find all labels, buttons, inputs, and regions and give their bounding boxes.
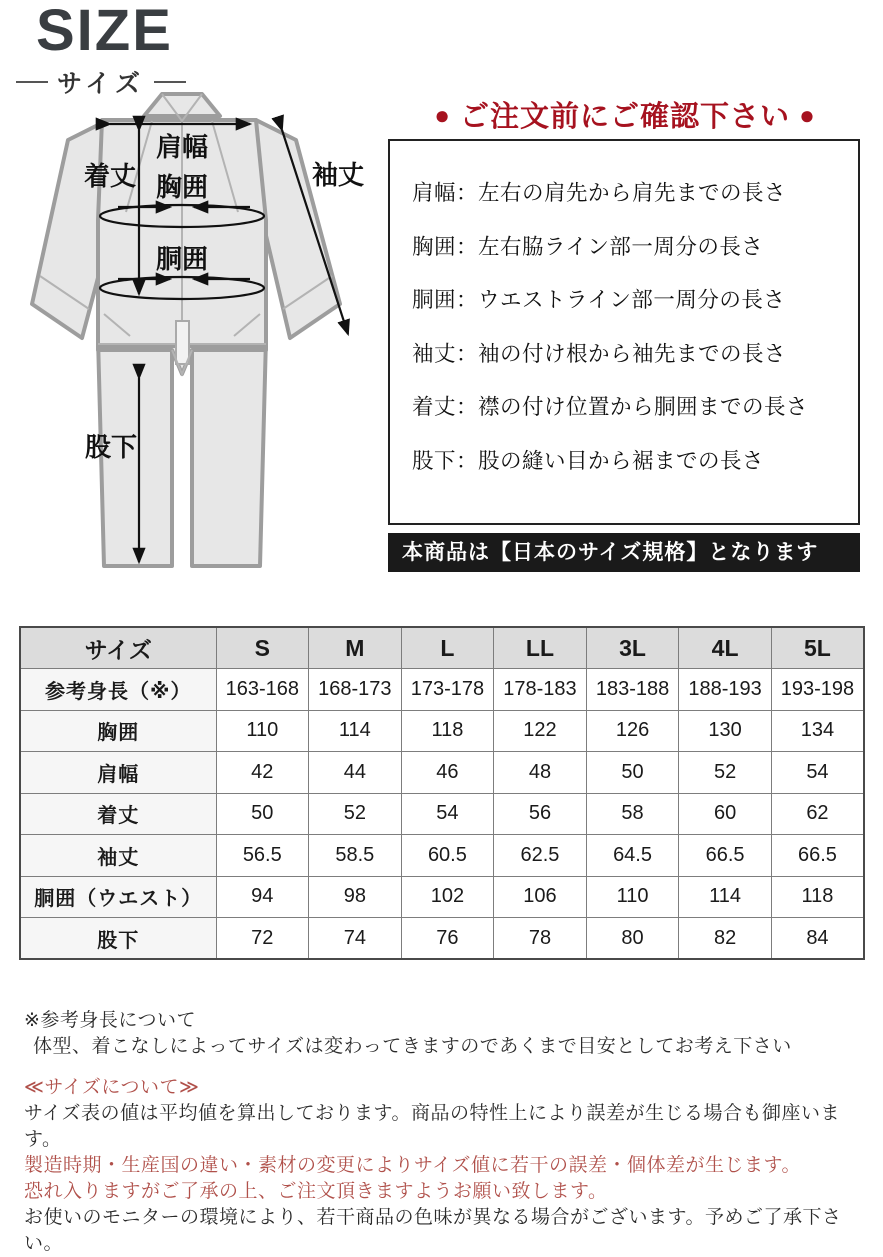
size-table-cell: 134 [771, 710, 864, 752]
size-table-cell: 52 [309, 793, 402, 835]
size-table-cell: 114 [679, 876, 772, 918]
confirm-before-order-text: ご注文前にご確認下さい [459, 101, 790, 133]
japan-size-standard-bar: 本商品は【日本のサイズ規格】となります [388, 533, 860, 572]
size-table-header-row [20, 627, 864, 669]
size-table-cell: 110 [586, 876, 679, 918]
size-table-cell: 110 [216, 710, 309, 752]
size-table-wrap [19, 626, 865, 960]
size-table-cell: 173-178 [401, 669, 494, 711]
size-note-line3: 恐れ入りますがご了承の上、ご注文頂きますようお願い致します。 [24, 1181, 608, 1202]
size-table-cell: 66.5 [679, 835, 772, 877]
size-table-row-label: 肩幅 [20, 752, 216, 794]
size-table-row [20, 752, 864, 794]
size-note-line2: 製造時期・生産国の違い・素材の変更によりサイズ値に若干の誤差・個体差が生じます。 [24, 1155, 801, 1176]
size-table-row-label: 参考身長（※） [20, 669, 216, 711]
size-table-cell: 130 [679, 710, 772, 752]
size-table-row-label: 胸囲 [20, 710, 216, 752]
garment-diagram [14, 88, 376, 588]
size-table-cell: 82 [679, 918, 772, 960]
chest-label: 胸囲 [155, 172, 209, 202]
waist-label: 胴囲 [155, 244, 209, 274]
size-table-cell: 84 [771, 918, 864, 960]
size-table-cell: 183-188 [586, 669, 679, 711]
size-table-cell: 193-198 [771, 669, 864, 711]
body-length-label: 着丈 [83, 161, 137, 191]
size-table-cell: 106 [494, 876, 587, 918]
size-table-cell: 163-168 [216, 669, 309, 711]
size-table [19, 626, 865, 960]
size-table-row-label: 着丈 [20, 793, 216, 835]
confirm-before-order-header [388, 94, 862, 135]
size-table-cell: 188-193 [679, 669, 772, 711]
height-note-title: ※参考身長について [24, 1010, 197, 1031]
size-table-size-header: M [309, 627, 402, 669]
size-table-cell: 50 [586, 752, 679, 794]
dash-decoration [154, 81, 186, 83]
size-table-cell: 58 [586, 793, 679, 835]
definition-inseam: 股下：股の縫い目から裾までの長さ [412, 448, 765, 473]
dash-decoration [16, 81, 48, 83]
definition-waist: 胴囲：ウエストライン部一周分の長さ [412, 288, 786, 312]
size-table-cell: 54 [771, 752, 864, 794]
size-table-size-header: L [401, 627, 494, 669]
size-table-cell: 54 [401, 793, 494, 835]
size-table-cell: 114 [309, 710, 402, 752]
definition-sleeve: 袖丈：袖の付け根から袖先までの長さ [412, 341, 787, 366]
size-table-cell: 56.5 [216, 835, 309, 877]
size-table-row-label: 股下 [20, 918, 216, 960]
definition-shoulder: 肩幅：左右の肩先から肩先までの長さ [412, 181, 787, 205]
size-table-cell: 98 [309, 876, 402, 918]
size-table-cell: 76 [401, 918, 494, 960]
size-table-row [20, 918, 864, 960]
size-table-cell: 62 [771, 793, 864, 835]
sleeve-length-label: 袖丈 [311, 160, 365, 190]
monitor-note: お使いのモニターの環境により、若干商品の色味が異なる場合がございます。予めご了承下さい。 [24, 1207, 842, 1254]
size-table-corner-header: サイズ [20, 627, 216, 669]
size-table-row [20, 876, 864, 918]
size-note-title: ≪サイズについて≫ [24, 1077, 200, 1098]
size-table-cell: 60 [679, 793, 772, 835]
size-table-size-header: 5L [771, 627, 864, 669]
size-table-cell: 122 [494, 710, 587, 752]
bullet-icon: ● [434, 100, 451, 130]
size-table-size-header: S [216, 627, 309, 669]
size-table-cell: 50 [216, 793, 309, 835]
size-table-size-header: 3L [586, 627, 679, 669]
size-table-cell: 60.5 [401, 835, 494, 877]
size-table-cell: 44 [309, 752, 402, 794]
size-table-row [20, 793, 864, 835]
size-table-cell: 48 [494, 752, 587, 794]
notes-section [24, 1008, 876, 1257]
size-table-cell: 78 [494, 918, 587, 960]
size-table-row [20, 835, 864, 877]
inseam-label: 股下 [84, 432, 138, 462]
size-table-cell: 62.5 [494, 835, 587, 877]
size-table-cell: 56 [494, 793, 587, 835]
size-table-cell: 58.5 [309, 835, 402, 877]
size-table-cell: 94 [216, 876, 309, 918]
size-table-row [20, 710, 864, 752]
size-table-cell: 52 [679, 752, 772, 794]
size-table-cell: 178-183 [494, 669, 587, 711]
page-title: SIZE [36, 0, 173, 63]
size-table-cell: 118 [771, 876, 864, 918]
size-table-cell: 74 [309, 918, 402, 960]
size-table-row [20, 669, 864, 711]
size-table-cell: 42 [216, 752, 309, 794]
definition-body-length: 着丈：襟の付け位置から胴囲までの長さ [412, 395, 809, 419]
size-table-row-label: 袖丈 [20, 835, 216, 877]
size-table-cell: 126 [586, 710, 679, 752]
size-table-cell: 66.5 [771, 835, 864, 877]
size-table-row-label: 胴囲（ウエスト） [20, 876, 216, 918]
bullet-icon: ● [799, 100, 816, 130]
size-table-cell: 64.5 [586, 835, 679, 877]
measurement-definitions-box [388, 139, 860, 525]
shoulder-width-label: 肩幅 [155, 132, 209, 162]
size-table-size-header: 4L [679, 627, 772, 669]
size-table-cell: 80 [586, 918, 679, 960]
page-subtitle-label: サイズ [56, 70, 145, 98]
size-table-cell: 118 [401, 710, 494, 752]
size-note-line1: サイズ表の値は平均値を算出しております。商品の特性上により誤差が生じる場合も御座います。 [24, 1103, 840, 1150]
height-note-body: 体型、着こなしによってサイズは変わってきますのであくまで目安としてお考え下さい [33, 1036, 792, 1057]
definition-chest: 胸囲：左右脇ライン部一周分の長さ [412, 234, 764, 259]
size-table-size-header: LL [494, 627, 587, 669]
size-table-cell: 102 [401, 876, 494, 918]
size-table-cell: 72 [216, 918, 309, 960]
size-table-cell: 46 [401, 752, 494, 794]
size-table-cell: 168-173 [309, 669, 402, 711]
